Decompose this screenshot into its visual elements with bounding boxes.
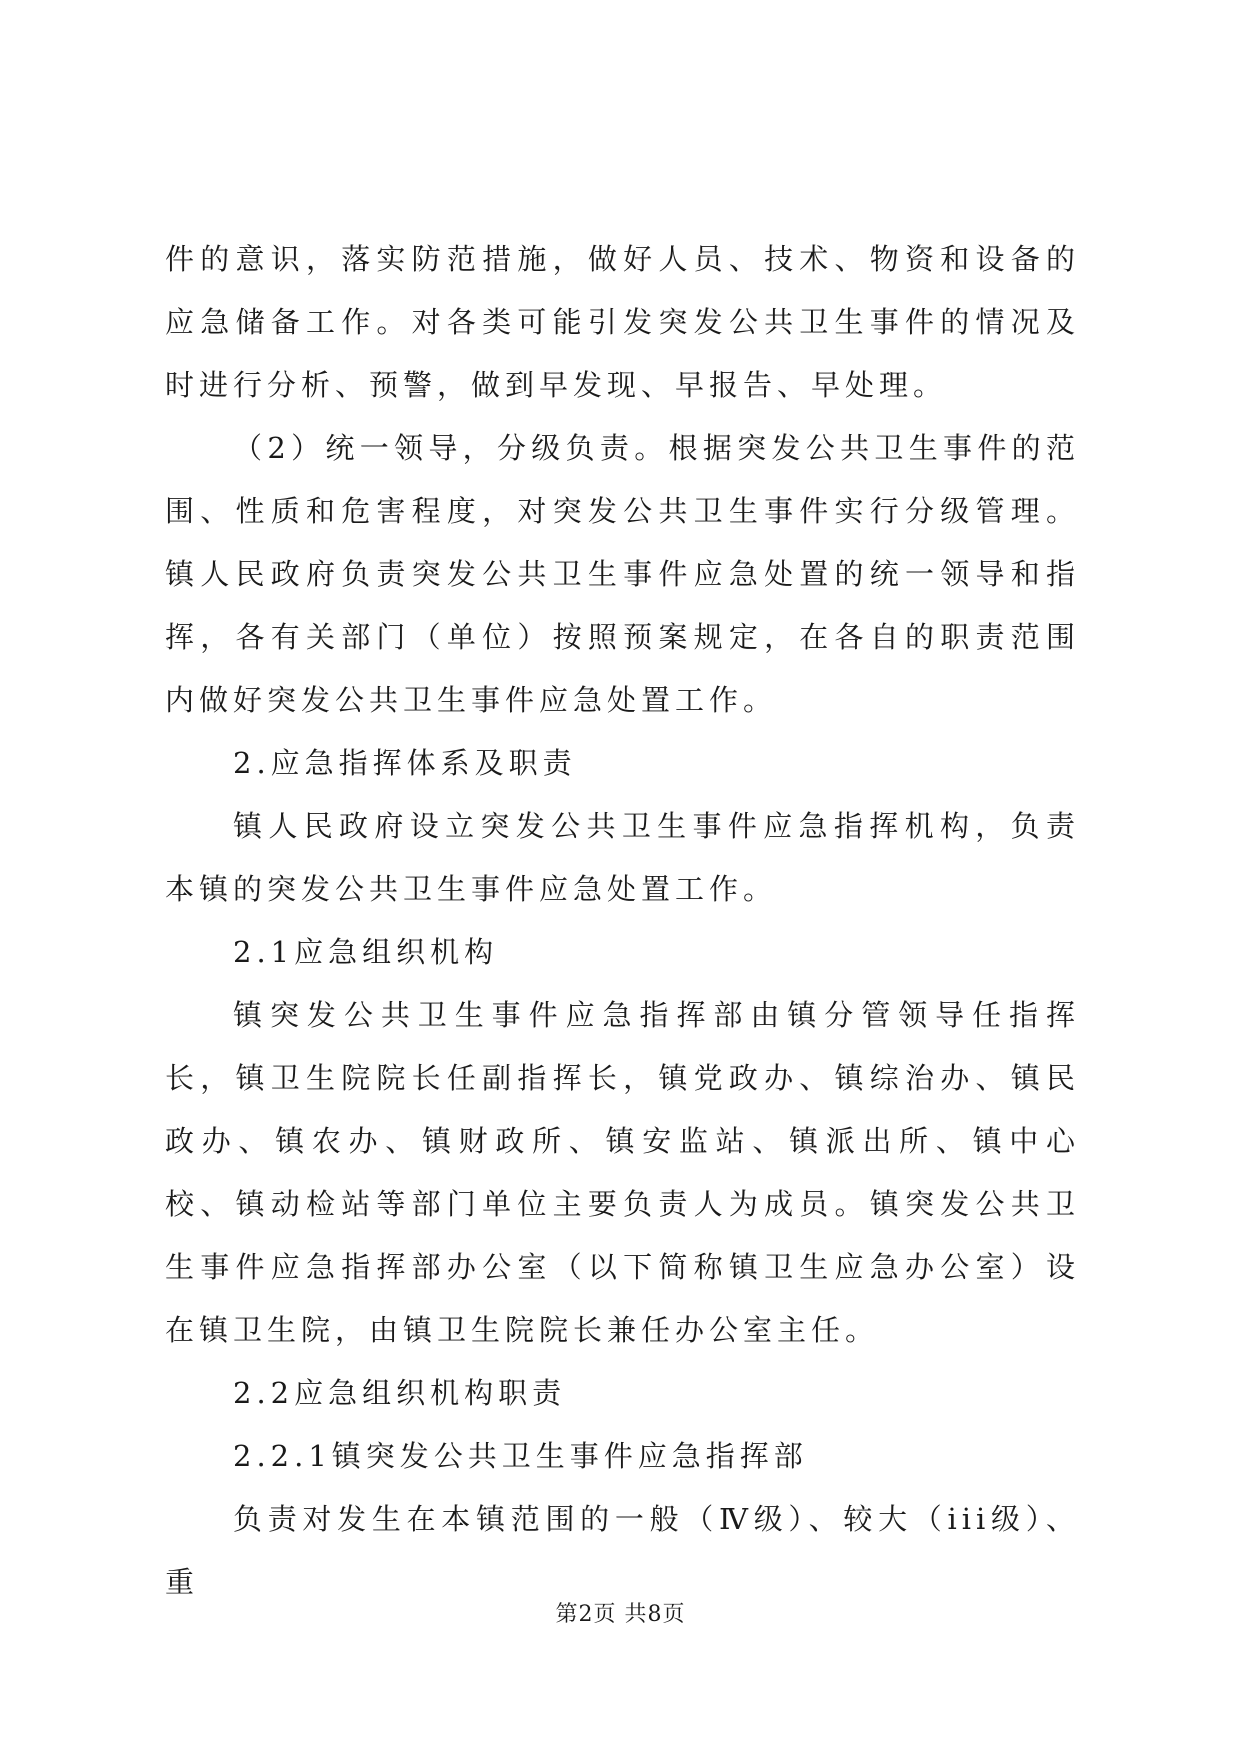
section-heading-town-headquarters: 2.2.1镇突发公共卫生事件应急指挥部 bbox=[233, 1439, 808, 1473]
paragraph-prevention-continued: 件的意识，落实防范措施，做好人员、技术、物资和设备的应急储备工作。对各类可能引发突发公共卫生事件的情况及时进行分析、预警，做到早发现、早报告、早处理。 bbox=[165, 242, 1080, 402]
paragraph-command-agency: 镇人民政府设立突发公共卫生事件应急指挥机构，负责本镇的突发公共卫生事件应急处置工作。 bbox=[165, 809, 1080, 906]
paragraph-headquarters-members: 镇突发公共卫生事件应急指挥部由镇分管领导任指挥长，镇卫生院院长任副指挥长，镇党政办、镇综治办、镇民政办、镇农办、镇财政所、镇安监站、镇派出所、镇中心校、镇动检站等部门单位主要负责人为成员。镇突发公共卫生事件应急指挥部办公室（以下简称镇卫生应急办公室）设在镇卫生院，由镇卫生院院长兼任办公室主任。 bbox=[165, 998, 1080, 1347]
paragraph-headquarters-responsibility: 负责对发生在本镇范围的一般（Ⅳ级）、较大（iii级）、重 bbox=[165, 1502, 1080, 1599]
document-body bbox=[165, 228, 1080, 1614]
section-heading-organization: 2.1应急组织机构 bbox=[233, 935, 499, 969]
section-heading-organization-duties: 2.2应急组织机构职责 bbox=[233, 1376, 567, 1410]
page-number-footer: 第2页 共8页 bbox=[555, 1602, 686, 1627]
section-heading-command-system: 2.应急指挥体系及职责 bbox=[233, 746, 577, 780]
paragraph-unified-leadership: （2）统一领导，分级负责。根据突发公共卫生事件的范围、性质和危害程度，对突发公共卫生事件实行分级管理。镇人民政府负责突发公共卫生事件应急处置的统一领导和指挥，各有关部门（单位）按照预案规定，在各自的职责范围内做好突发公共卫生事件应急处置工作。 bbox=[165, 431, 1080, 717]
